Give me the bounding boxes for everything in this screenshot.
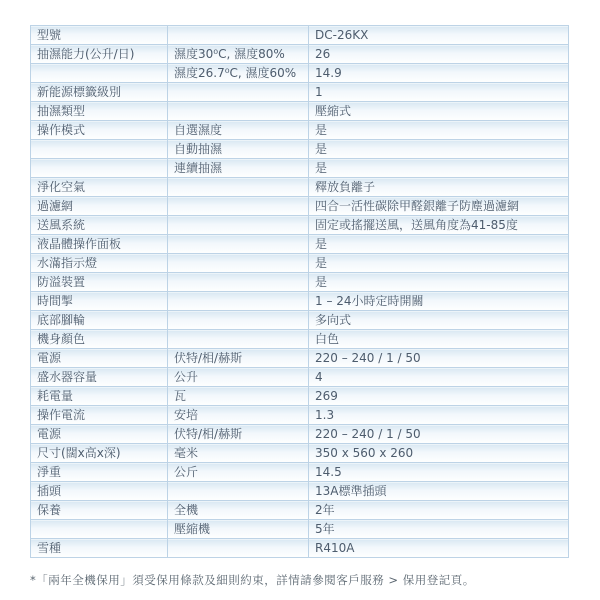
spec-sublabel-cell [168,83,309,102]
table-row [31,121,569,140]
spec-value-cell: 1 – 24小時定時開關 [309,292,569,311]
spec-sublabel-cell [168,102,309,121]
spec-sublabel-cell [168,273,309,292]
table-row [31,64,569,83]
spec-label-cell: 送風系統 [31,216,168,235]
spec-label-cell: 時間掣 [31,292,168,311]
spec-sublabel-cell: 伏特/相/赫斯 [168,425,309,444]
spec-label-cell: 機身顏色 [31,330,168,349]
table-row [31,292,569,311]
spec-sublabel-cell: 壓縮機 [168,520,309,539]
table-row [31,539,569,558]
table-row [31,140,569,159]
spec-value-cell: 壓縮式 [309,102,569,121]
spec-value-cell: 220 – 240 / 1 / 50 [309,349,569,368]
spec-value-cell: 四合一活性碳除甲醛銀離子防塵過濾網 [309,197,569,216]
spec-value-cell: 220 – 240 / 1 / 50 [309,425,569,444]
spec-label-cell: 抽濕能力(公升/日) [31,45,168,64]
spec-sublabel-cell: 毫米 [168,444,309,463]
table-row [31,83,569,102]
spec-sublabel-cell [168,539,309,558]
spec-value-cell: 5年 [309,520,569,539]
spec-label-cell: 液晶體操作面板 [31,235,168,254]
spec-sublabel-cell: 公斤 [168,463,309,482]
spec-value-cell: 是 [309,235,569,254]
spec-label-cell: 底部腳輪 [31,311,168,330]
spec-value-cell: 固定或搖擺送風，送風角度為41-85度 [309,216,569,235]
spec-sublabel-cell: 伏特/相/赫斯 [168,349,309,368]
spec-value-cell: 是 [309,254,569,273]
spec-sublabel-cell: 濕度30⁰C, 濕度80% [168,45,309,64]
spec-value-cell: 14.9 [309,64,569,83]
spec-value-cell: DC-26KX [309,26,569,45]
spec-label-cell: 抽濕類型 [31,102,168,121]
table-row [31,368,569,387]
spec-value-cell: 13A標準插頭 [309,482,569,501]
spec-value-cell: 多向式 [309,311,569,330]
table-row [31,254,569,273]
spec-value-cell: 白色 [309,330,569,349]
spec-value-cell: 是 [309,159,569,178]
spec-value-cell: 14.5 [309,463,569,482]
spec-label-cell [31,64,168,83]
spec-value-cell: 是 [309,121,569,140]
spec-label-cell: 型號 [31,26,168,45]
spec-label-cell: 尺寸(闊x高x深) [31,444,168,463]
spec-sublabel-cell [168,482,309,501]
table-row [31,197,569,216]
spec-sublabel-cell: 自動抽濕 [168,140,309,159]
spec-value-cell: 是 [309,273,569,292]
spec-sublabel-cell [168,292,309,311]
spec-label-cell: 盛水器容量 [31,368,168,387]
spec-label-cell: 水滿指示燈 [31,254,168,273]
spec-value-cell: R410A [309,539,569,558]
spec-label-cell: 淨化空氣 [31,178,168,197]
spec-value-cell: 1.3 [309,406,569,425]
warranty-footnote: *「兩年全機保用」須受保用條款及細則約束，詳情請參閱客戶服務 > 保用登記頁。 [30,572,475,587]
table-row [31,178,569,197]
spec-sublabel-cell: 濕度26.7⁰C, 濕度60% [168,64,309,83]
table-row [31,216,569,235]
spec-label-cell: 電源 [31,349,168,368]
spec-value-cell: 26 [309,45,569,64]
table-row [31,235,569,254]
spec-value-cell: 是 [309,140,569,159]
table-row [31,387,569,406]
table-row [31,501,569,520]
spec-sublabel-cell: 全機 [168,501,309,520]
table-row [31,102,569,121]
spec-sublabel-cell: 瓦 [168,387,309,406]
spec-sublabel-cell [168,216,309,235]
spec-label-cell: 新能源標籤級別 [31,83,168,102]
spec-label-cell [31,140,168,159]
table-row [31,45,569,64]
spec-label-cell: 過濾網 [31,197,168,216]
spec-sublabel-cell [168,178,309,197]
spec-sublabel-cell [168,26,309,45]
spec-sublabel-cell: 連續抽濕 [168,159,309,178]
spec-label-cell [31,159,168,178]
spec-label-cell: 操作電流 [31,406,168,425]
spec-label-cell: 耗電量 [31,387,168,406]
table-row [31,482,569,501]
table-row [31,520,569,539]
table-row [31,311,569,330]
spec-sublabel-cell [168,197,309,216]
spec-value-cell: 1 [309,83,569,102]
spec-sublabel-cell [168,235,309,254]
table-row [31,273,569,292]
table-row [31,444,569,463]
spec-sublabel-cell: 安培 [168,406,309,425]
spec-sublabel-cell [168,311,309,330]
spec-label-cell: 插頭 [31,482,168,501]
table-row [31,26,569,45]
spec-label-cell: 淨重 [31,463,168,482]
spec-label-cell: 操作模式 [31,121,168,140]
spec-value-cell: 釋放負離子 [309,178,569,197]
spec-value-cell: 2年 [309,501,569,520]
spec-sublabel-cell: 自選濕度 [168,121,309,140]
spec-sublabel-cell [168,254,309,273]
spec-label-cell: 雪種 [31,539,168,558]
spec-label-cell: 保養 [31,501,168,520]
spec-label-cell [31,520,168,539]
table-row [31,330,569,349]
spec-value-cell: 269 [309,387,569,406]
spec-value-cell: 4 [309,368,569,387]
table-row [31,406,569,425]
table-row [31,349,569,368]
spec-table [30,25,569,558]
spec-table-body [31,26,569,558]
spec-label-cell: 電源 [31,425,168,444]
spec-value-cell: 350 x 560 x 260 [309,444,569,463]
table-row [31,463,569,482]
table-row [31,159,569,178]
table-row [31,425,569,444]
spec-label-cell: 防溢裝置 [31,273,168,292]
spec-sublabel-cell [168,330,309,349]
spec-sublabel-cell: 公升 [168,368,309,387]
